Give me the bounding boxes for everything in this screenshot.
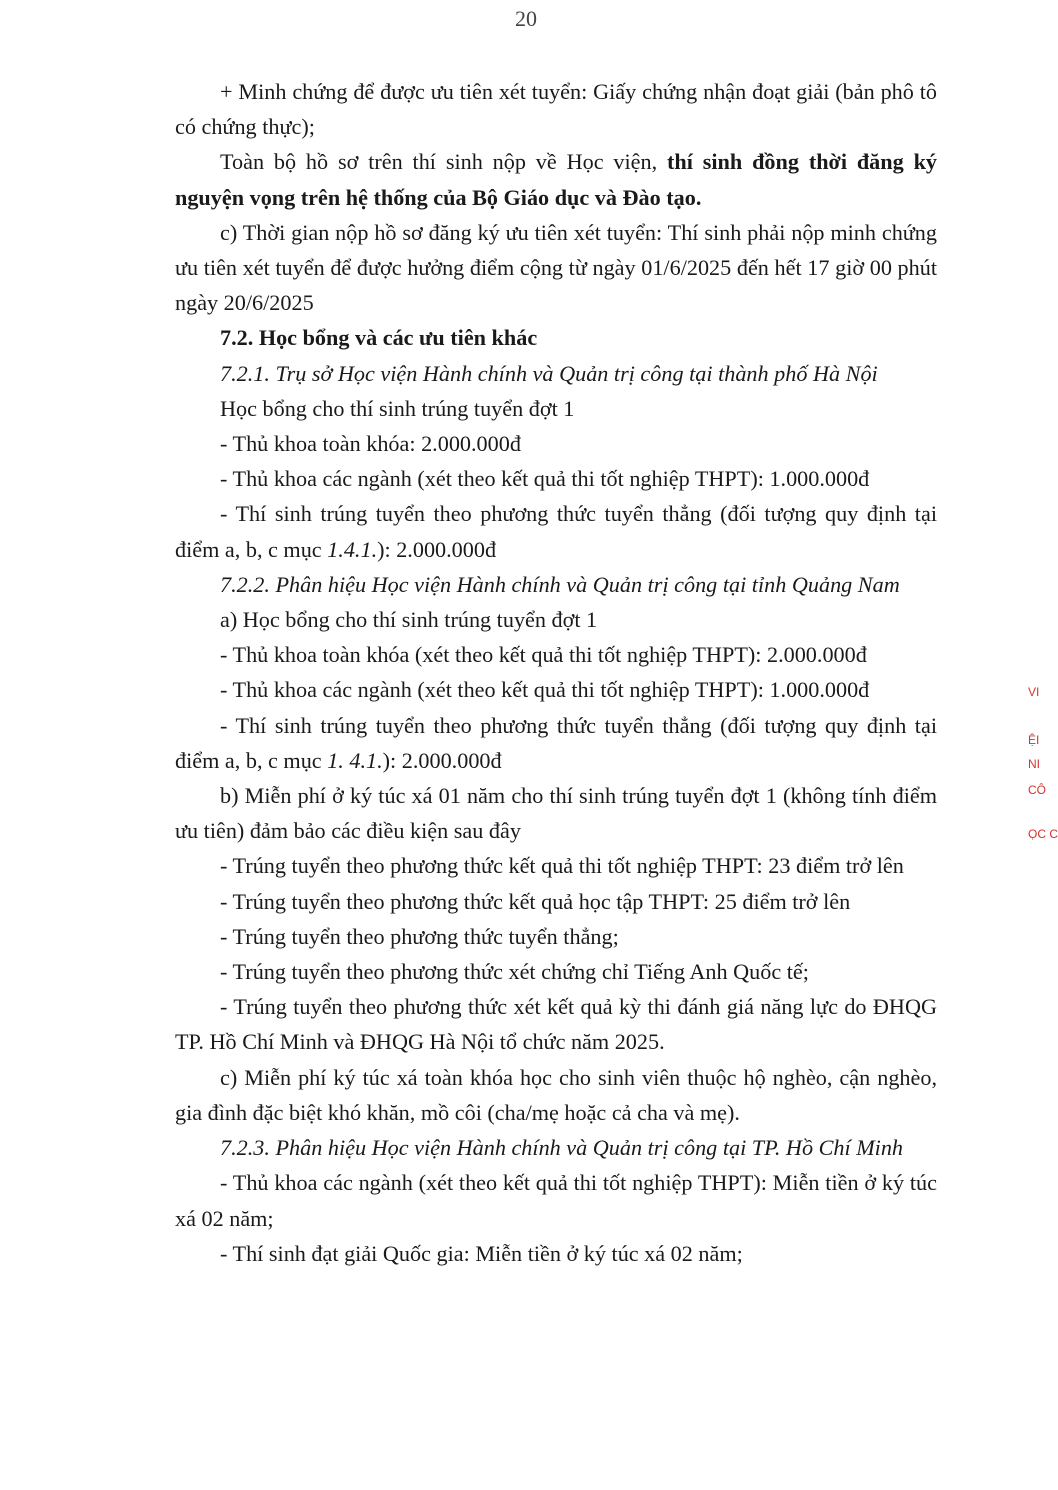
paragraph: - Trúng tuyển theo phương thức tuyển thẳng; <box>220 923 619 949</box>
paragraph: c) Thời gian nộp hồ sơ đăng ký ưu tiên xét tuyển: Thí sinh phải nộp minh chứng ưu tiên xét tuyển để được hưởng điểm cộng từ ngày 01/6/2025 đến hết 17 giờ 00 phút ngày 20/6/2025 <box>175 219 937 316</box>
red-stamp-edge <box>1022 676 1058 856</box>
paragraph <box>175 144 937 214</box>
paragraph: - Thủ khoa toàn khóa: 2.000.000đ <box>220 431 521 457</box>
paragraph-emphasis: thí sinh đồng thời đăng ký nguyện vọng trên hệ thống của Bộ Giáo dục và Đào tạo. <box>175 149 937 210</box>
paragraph: - Thí sinh đạt giải Quốc gia: Miễn tiền ở ký túc xá 02 năm; <box>220 1240 743 1266</box>
paragraph <box>175 708 937 778</box>
paragraph: - Trúng tuyển theo phương thức xét kết quả kỳ thi đánh giá năng lực do ĐHQG TP. Hồ Chí Minh và ĐHQG Hà Nội tổ chức năm 2025. <box>175 994 937 1055</box>
stamp-fragment: ỌC C <box>1028 827 1058 841</box>
subsection-heading: 7.2.1. Trụ sở Học viện Hành chính và Quản trị công tại thành phố Hà Nội <box>220 360 878 386</box>
paragraph <box>175 496 937 566</box>
paragraph: Học bổng cho thí sinh trúng tuyển đợt 1 <box>220 395 575 421</box>
paragraph: - Trúng tuyển theo phương thức xét chứng chỉ Tiếng Anh Quốc tế; <box>220 959 809 985</box>
stamp-fragment: ỆI <box>1028 733 1040 747</box>
paragraph: - Trúng tuyển theo phương thức kết quả học tập THPT: 25 điểm trở lên <box>220 888 851 914</box>
document-body <box>175 74 937 1271</box>
paragraph-text: ): 2.000.000đ <box>382 747 502 773</box>
stamp-fragment: VI <box>1028 685 1040 699</box>
subsection-heading: 7.2.3. Phân hiệu Học viện Hành chính và Quản trị công tại TP. Hồ Chí Minh <box>220 1135 904 1161</box>
section-reference: 1. 4.1. <box>327 747 383 773</box>
stamp-fragment: CÔ <box>1028 783 1046 797</box>
stamp-fragment: NI <box>1028 757 1040 771</box>
paragraph: - Thủ khoa các ngành (xét theo kết quả thi tốt nghiệp THPT): 1.000.000đ <box>220 677 870 703</box>
page-number: 20 <box>515 6 537 31</box>
paragraph: c) Miễn phí ký túc xá toàn khóa học cho sinh viên thuộc hộ nghèo, cận nghèo, gia đình đặc biệt khó khăn, mồ côi (cha/mẹ hoặc cả cha và mẹ). <box>175 1064 937 1125</box>
paragraph-text: ): 2.000.000đ <box>377 536 497 562</box>
subsection-heading: 7.2.2. Phân hiệu Học viện Hành chính và Quản trị công tại tỉnh Quảng Nam <box>220 571 900 597</box>
paragraph-text: - Thí sinh trúng tuyển theo phương thức tuyển thẳng (đối tượng quy định tại điểm a, b, c mục <box>175 712 937 773</box>
paragraph-text: Toàn bộ hồ sơ trên thí sinh nộp về Học viện, <box>220 149 668 175</box>
paragraph: - Thủ khoa các ngành (xét theo kết quả thi tốt nghiệp THPT): Miễn tiền ở ký túc xá 02 năm; <box>175 1170 937 1231</box>
paragraph-text: - Thí sinh trúng tuyển theo phương thức tuyển thẳng (đối tượng quy định tại điểm a, b, c mục <box>175 501 937 562</box>
paragraph: b) Miễn phí ở ký túc xá 01 năm cho thí sinh trúng tuyển đợt 1 (không tính điểm ưu tiên) đảm bảo các điều kiện sau đây <box>175 783 937 844</box>
paragraph: - Thủ khoa toàn khóa (xét theo kết quả thi tốt nghiệp THPT): 2.000.000đ <box>220 642 867 668</box>
section-heading: 7.2. Học bổng và các ưu tiên khác <box>220 325 538 351</box>
paragraph: + Minh chứng để được ưu tiên xét tuyển: Giấy chứng nhận đoạt giải (bản phô tô có chứng thực); <box>175 79 937 140</box>
paragraph: - Trúng tuyển theo phương thức kết quả thi tốt nghiệp THPT: 23 điểm trở lên <box>220 853 904 879</box>
paragraph: - Thủ khoa các ngành (xét theo kết quả thi tốt nghiệp THPT): 1.000.000đ <box>220 466 870 492</box>
paragraph: a) Học bổng cho thí sinh trúng tuyển đợt 1 <box>220 607 598 633</box>
section-reference: 1.4.1. <box>327 536 378 562</box>
